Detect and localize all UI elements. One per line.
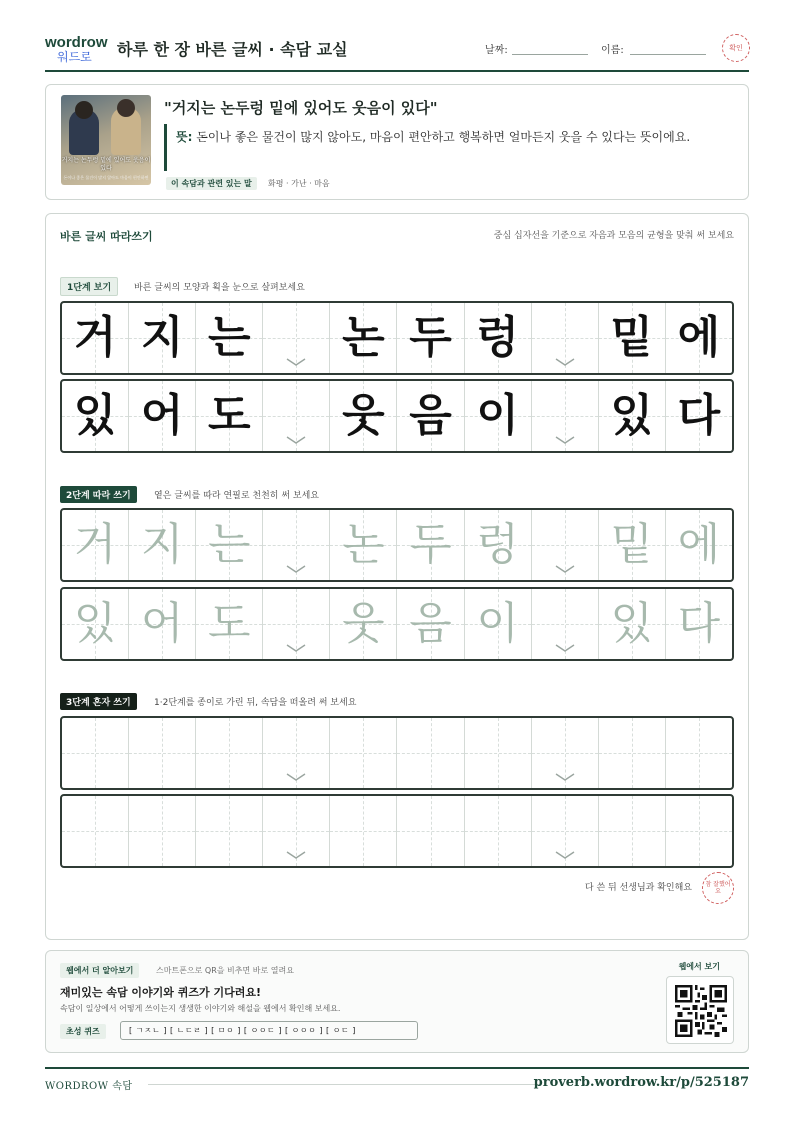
trace-character: 는: [207, 312, 251, 363]
grid-cell[interactable]: [666, 589, 732, 659]
meaning-accent-bar: [164, 124, 167, 171]
grid-cell[interactable]: [465, 796, 532, 866]
space-cell[interactable]: [263, 510, 330, 580]
grid-cell: [330, 381, 397, 451]
name-label: 이름:: [601, 45, 624, 56]
space-cell: [263, 303, 330, 373]
trace-character: 있: [610, 390, 654, 441]
meaning-label: 뜻:: [176, 130, 193, 144]
trace-character: 어: [140, 390, 184, 441]
date-field[interactable]: [512, 54, 588, 55]
trace-character: 지: [140, 519, 184, 570]
step3-row-2[interactable]: [60, 794, 734, 868]
trace-character: 밑: [610, 519, 654, 570]
trace-character: 있: [73, 598, 117, 649]
meaning-text: 돈이나 좋은 물건이 많지 않아도, 마음이 편안하고 행복하면 얼마든지 웃을 수 있다는 뜻이에요.: [196, 130, 691, 144]
trace-character: 어: [140, 598, 184, 649]
grid-cell[interactable]: [465, 718, 532, 788]
grid-cell: [465, 303, 532, 373]
related-label: 이 속담과 관련 있는 말: [166, 177, 257, 190]
grid-cell[interactable]: [599, 589, 666, 659]
space-chevron-icon: [286, 643, 306, 653]
grid-cell: [465, 381, 532, 451]
space-cell: [532, 303, 599, 373]
space-chevron-icon: [555, 850, 575, 860]
step3-desc: 1·2단계를 종이로 가린 뒤, 속담을 떠올려 써 보세요: [154, 698, 357, 708]
grid-cell: [397, 303, 464, 373]
grid-cell: [196, 303, 263, 373]
space-cell[interactable]: [532, 589, 599, 659]
trace-character: 렁: [476, 312, 519, 363]
trace-character: 렁: [476, 519, 519, 570]
grid-cell[interactable]: [465, 510, 532, 580]
qr-code-frame[interactable]: [666, 976, 734, 1044]
confirm-stamp-icon: [722, 34, 750, 62]
wordrow-logo[interactable]: [45, 34, 107, 64]
proverb-meaning: [176, 128, 736, 147]
grid-cell[interactable]: [397, 718, 464, 788]
name-field[interactable]: [630, 54, 706, 55]
trace-character: 는: [207, 519, 251, 570]
grid-cell[interactable]: [196, 796, 263, 866]
grid-cell: [129, 381, 196, 451]
space-chevron-icon: [286, 435, 306, 445]
step1-badge: 1단계 보기: [60, 277, 118, 296]
grid-cell[interactable]: [666, 796, 732, 866]
space-chevron-icon: [286, 772, 306, 782]
footer-line: [148, 1084, 540, 1085]
web-more-desc: 속담이 일상에서 어떻게 쓰이는지 생생한 이야기와 해설을 웹에서 확인해 보세요.: [60, 1004, 341, 1013]
proverb-illustration: [61, 95, 151, 185]
step2-row-1[interactable]: [60, 508, 734, 582]
trace-character: 웃: [342, 390, 385, 441]
illustration-subcaption: 돈이나 좋은 물건이 많지 않아도 마음이 편안하면: [63, 175, 149, 180]
trace-character: 음: [409, 390, 452, 441]
trace-character: 두: [409, 312, 452, 363]
grid-cell[interactable]: [129, 718, 196, 788]
check-text: 다 쓴 뒤 선생님과 확인해요: [584, 883, 692, 893]
space-cell[interactable]: [532, 796, 599, 866]
space-cell[interactable]: [532, 718, 599, 788]
space-chevron-icon: [555, 357, 575, 367]
grid-cell[interactable]: [666, 718, 732, 788]
space-cell[interactable]: [532, 510, 599, 580]
grid-cell[interactable]: [196, 718, 263, 788]
grid-cell[interactable]: [666, 510, 732, 580]
grid-cell[interactable]: [62, 589, 129, 659]
illustration-head-left: [75, 101, 93, 119]
trace-character: 거: [73, 312, 117, 363]
space-cell: [532, 381, 599, 451]
step3-row-1[interactable]: [60, 716, 734, 790]
grid-cell: [599, 303, 666, 373]
footer-divider: [45, 1067, 749, 1069]
trace-character: 지: [140, 312, 184, 363]
grid-cell[interactable]: [129, 796, 196, 866]
space-chevron-icon: [555, 564, 575, 574]
trace-character: 이: [476, 598, 519, 649]
grid-cell[interactable]: [599, 718, 666, 788]
grid-cell[interactable]: [330, 718, 397, 788]
web-more-subtext: 스마트폰으로 QR을 비추면 바로 열려요: [156, 966, 294, 975]
step1-row-2: [60, 379, 734, 453]
related-words: 화평 · 가난 · 마음: [268, 179, 330, 188]
grid-cell[interactable]: [330, 796, 397, 866]
grid-cell[interactable]: [397, 589, 464, 659]
step1-row-1: [60, 301, 734, 375]
good-job-stamp-icon: [702, 872, 734, 904]
trace-character: 논: [342, 312, 385, 363]
quiz-label: 초성 퀴즈: [60, 1024, 106, 1039]
practice-hint: 중심 십자선을 기준으로 자음과 모음의 균형을 맞춰 써 보세요: [493, 231, 734, 241]
grid-cell[interactable]: [397, 510, 464, 580]
grid-cell: [196, 381, 263, 451]
grid-cell: [62, 303, 129, 373]
grid-cell: [666, 303, 732, 373]
trace-character: 다: [677, 390, 721, 441]
step2-badge: 2단계 따라 쓰기: [60, 486, 137, 503]
grid-cell[interactable]: [397, 796, 464, 866]
grid-cell[interactable]: [196, 510, 263, 580]
logo-text-top: wordrow: [45, 34, 108, 51]
date-label: 날짜:: [485, 45, 508, 56]
trace-character: 논: [342, 519, 385, 570]
grid-cell: [62, 381, 129, 451]
space-cell: [263, 381, 330, 451]
step3-badge: 3단계 혼자 쓰기: [60, 693, 137, 710]
trace-character: 에: [677, 519, 721, 570]
space-chevron-icon: [555, 435, 575, 445]
grid-cell: [666, 381, 732, 451]
chosung-quiz-box: [120, 1021, 418, 1040]
trace-character: 거: [73, 519, 117, 570]
trace-character: 있: [73, 390, 117, 441]
trace-character: 다: [677, 598, 721, 649]
grid-cell[interactable]: [129, 510, 196, 580]
page-header: [45, 28, 749, 72]
chosung-quiz-text: [ ㄱㅈㄴ ] [ ㄴㄷㄹ ] [ ㅁㅇ ] [ ㅇㅇㄷ ] [ ㅇㅇㅇ ] [ ㅇㄷ ]: [129, 1026, 356, 1035]
step2-row-2[interactable]: [60, 587, 734, 661]
grid-cell[interactable]: [330, 589, 397, 659]
space-chevron-icon: [286, 357, 306, 367]
good-job-stamp-text: 참 잘했어요: [705, 881, 731, 895]
space-chevron-icon: [555, 643, 575, 653]
step1-desc: 바른 글씨의 모양과 획을 눈으로 살펴보세요: [134, 283, 305, 293]
qr-label: 웹에서 보기: [678, 962, 720, 971]
space-chevron-icon: [286, 850, 306, 860]
logo-text-bottom: 워드로: [57, 50, 92, 64]
space-cell[interactable]: [263, 589, 330, 659]
grid-cell[interactable]: [599, 510, 666, 580]
web-more-title: 재미있는 속담 이야기와 퀴즈가 기다려요!: [60, 986, 261, 999]
proverb-card: [45, 84, 749, 200]
illustration-caption: 거지는 논두렁 밑에 있어도 웃음이 있다: [61, 157, 151, 172]
trace-character: 음: [409, 598, 452, 649]
web-more-badge: 웹에서 더 알아보기: [60, 963, 139, 978]
proverb-text: "거지는 논두렁 밑에 있어도 웃음이 있다": [164, 99, 438, 117]
grid-cell[interactable]: [330, 510, 397, 580]
grid-cell[interactable]: [62, 796, 129, 866]
trace-character: 밑: [610, 312, 654, 363]
confirm-stamp-text: 확인: [729, 44, 743, 52]
footer-url-link[interactable]: proverb.wordrow.kr/p/525187: [533, 1075, 749, 1090]
grid-cell[interactable]: [599, 796, 666, 866]
grid-cell[interactable]: [196, 589, 263, 659]
trace-character: 도: [207, 390, 251, 441]
illustration-head-right: [117, 99, 135, 117]
grid-cell: [397, 381, 464, 451]
grid-cell: [330, 303, 397, 373]
grid-cell[interactable]: [129, 589, 196, 659]
space-cell[interactable]: [263, 796, 330, 866]
practice-title: 바른 글씨 따라쓰기: [60, 230, 153, 243]
page-title: 하루 한 장 바른 글씨 · 속담 교실: [117, 40, 348, 59]
trace-character: 에: [677, 312, 721, 363]
grid-cell[interactable]: [62, 718, 129, 788]
trace-character: 웃: [342, 598, 385, 649]
web-more-section: [45, 950, 749, 1053]
trace-character: 두: [409, 519, 452, 570]
space-cell[interactable]: [263, 718, 330, 788]
grid-cell[interactable]: [62, 510, 129, 580]
grid-cell[interactable]: [465, 589, 532, 659]
qr-code-icon[interactable]: [675, 985, 727, 1037]
trace-character: 이: [476, 390, 519, 441]
space-chevron-icon: [286, 564, 306, 574]
space-chevron-icon: [555, 772, 575, 782]
step2-desc: 옅은 글씨를 따라 연필로 천천히 써 보세요: [154, 491, 319, 501]
grid-cell: [599, 381, 666, 451]
trace-character: 도: [207, 598, 251, 649]
grid-cell: [129, 303, 196, 373]
trace-character: 있: [610, 598, 654, 649]
footer-brand: WORDROW 속담: [45, 1081, 133, 1092]
practice-panel: [45, 213, 749, 940]
